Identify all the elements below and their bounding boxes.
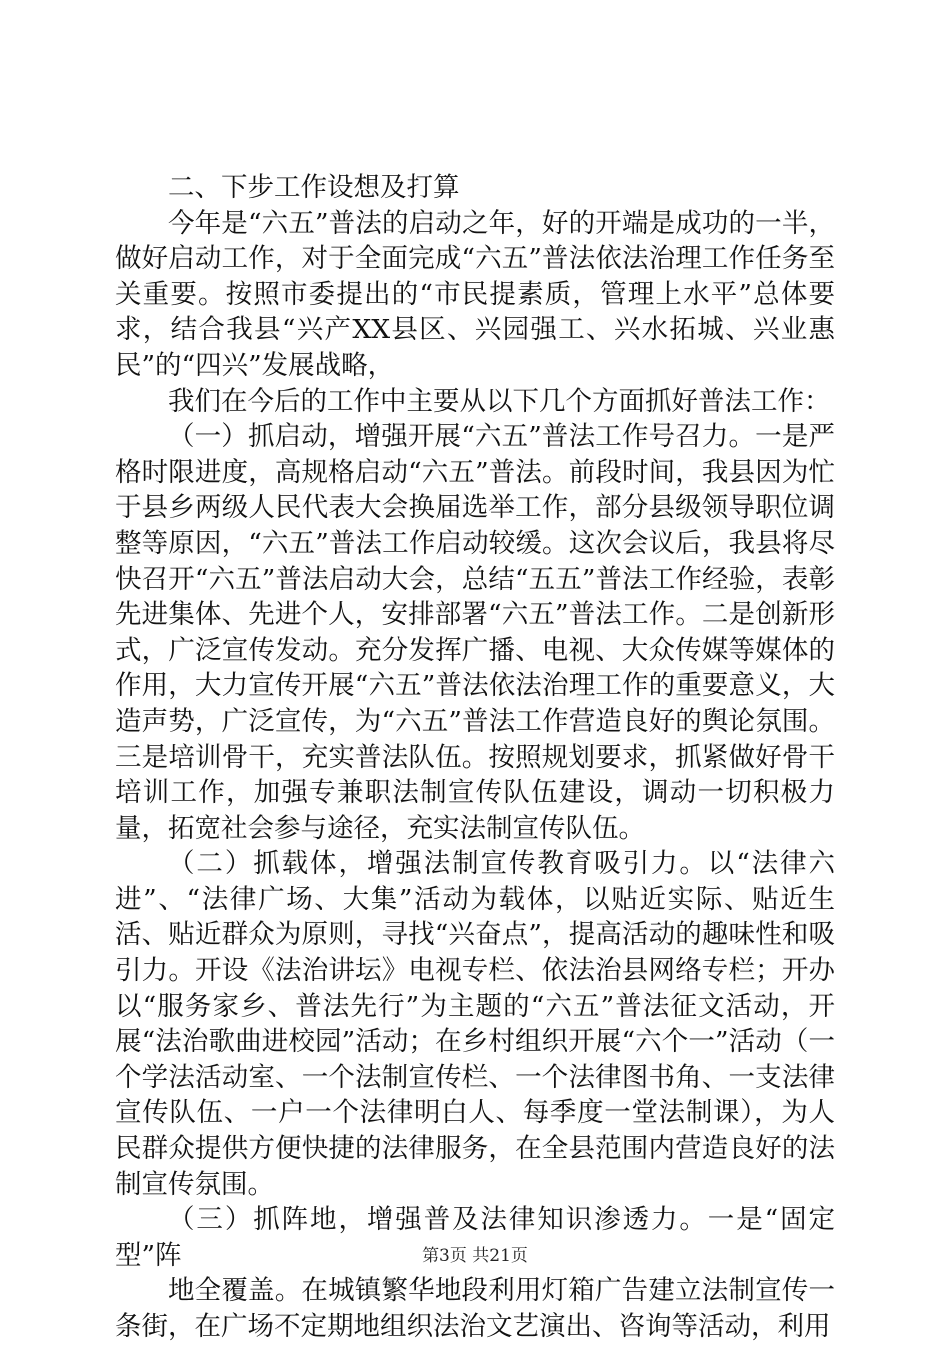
paragraph-item-2: （二）抓载体，增强法制宣传教育吸引力。以“法律六进”、“法律广场、大集”活动为载体，以贴近实际、贴近生活、贴近群众为原则，寻找“兴奋点”，提高活动的趣味性和吸引力。开设《法治讲坛》电视专栏、依法治县网络专栏；开办以“服务家乡、普法先行”为主题的“六五”普法征文活动，开展“法治歌曲进校园”活动；在乡村组织开展“六个一”活动（一个学法活动室、一个法制宣传栏、一个法律图书角、一支法律宣传队伍、一户一个法律明白人、每季度一堂法制课），为人民群众提供方便快捷的法律服务，在全县范围内营造良好的法制宣传氛围。 — [115, 848, 835, 1200]
paragraph-intro: 今年是“六五”普法的启动之年，好的开端是成功的一半，做好启动工作，对于全面完成“六五”普法依法治理工作任务至关重要。按照市委提出的“市民提素质，管理上水平”总体要求，结合我县“兴产XX县区、兴园强工、兴水拓城、兴业惠民”的“四兴”发展战略， — [115, 207, 835, 381]
paragraph-continuation: 地全覆盖。在城镇繁华地段利用灯箱广告建立法制宣传一条街，在广场不定期地组织法治文艺演出、咨询等活动，利用 — [115, 1275, 835, 1342]
paragraph-lead: 我们在今后的工作中主要从以下几个方面抓好普法工作： — [168, 385, 831, 417]
section-heading: 二、下步工作设想及打算 — [168, 172, 460, 203]
document-body — [115, 170, 835, 1345]
paragraph-item-3: （三）抓阵地，增强普及法律知识渗透力。一是“固定型”阵 — [115, 1204, 835, 1271]
page-footer: 第3页 共21页 — [422, 1246, 528, 1266]
paragraph-item-1: （一）抓启动，增强开展“六五”普法工作号召力。一是严格时限进度，高规格启动“六五”普法。前段时间，我县因为忙于县乡两级人民代表大会换届选举工作，部分县级领导职位调整等原因，“六五”普法工作启动较缓。这次会议后，我县将尽快召开“六五”普法启动大会，总结“五五”普法工作经验，表彰先进集体、先进个人，安排部署“六五”普法工作。二是创新形式，广泛宣传发动。充分发挥广播、电视、大众传媒等媒体的作用，大力宣传开展“六五”普法依法治理工作的重要意义，大造声势，广泛宣传，为“六五”普法工作营造良好的舆论氛围。三是培训骨干，充实普法队伍。按照规划要求，抓紧做好骨干培训工作，加强专兼职法制宣传队伍建设，调动一切积极力量，拓宽社会参与途径，充实法制宣传队伍。 — [115, 421, 835, 844]
